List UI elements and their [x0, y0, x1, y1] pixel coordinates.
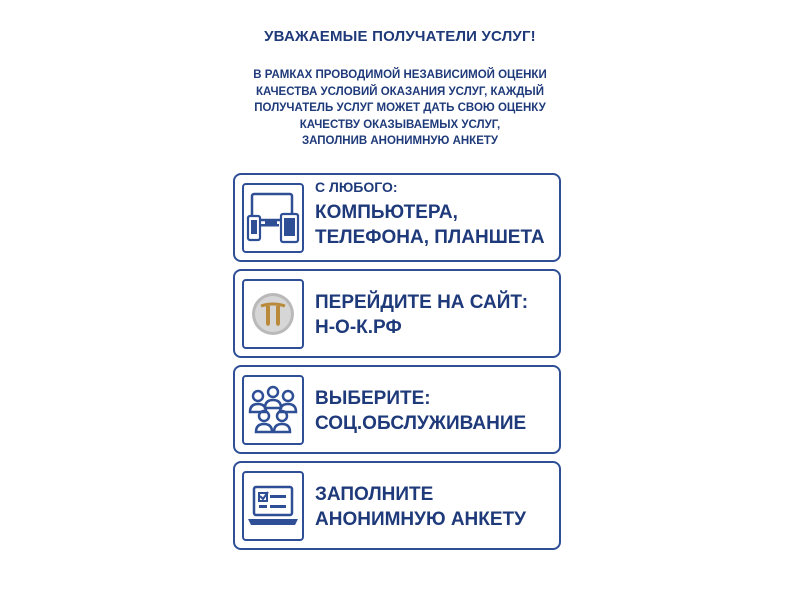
intro-text	[200, 67, 600, 150]
step-prefix: С ЛЮБОГО:	[315, 179, 398, 195]
devices-icon	[245, 190, 301, 246]
step-card-select	[233, 365, 561, 454]
step-text	[315, 179, 545, 250]
step-text	[315, 290, 528, 340]
step-text	[315, 386, 526, 436]
step-line2: СОЦ.ОБСЛУЖИВАНИЕ	[315, 413, 527, 434]
step-line1: ВЫБЕРИТЕ:	[315, 388, 431, 409]
nok-logo-icon-box	[242, 279, 304, 349]
step-line1: ЗАПОЛНИТЕ	[315, 484, 434, 505]
laptop-form-icon-box	[242, 471, 304, 541]
intro-line: В РАМКАХ ПРОВОДИМОЙ НЕЗАВИСИМОЙ ОЦЕНКИ	[253, 69, 547, 81]
step-card-form	[233, 461, 561, 550]
step-card-site	[233, 269, 561, 358]
page-title: УВАЖАЕМЫЕ ПОЛУЧАТЕЛИ УСЛУГ!	[264, 28, 536, 45]
step-line1: ПЕРЕЙДИТЕ НА САЙТ:	[315, 292, 529, 313]
step-line2: ТЕЛЕФОНА, ПЛАНШЕТА	[315, 227, 545, 248]
step-line2: АНОНИМНУЮ АНКЕТУ	[315, 509, 526, 530]
intro-line: КАЧЕСТВУ ОКАЗЫВАЕМЫХ УСЛУГ,	[299, 118, 501, 131]
people-group-icon	[244, 382, 302, 438]
intro-line: ПОЛУЧАТЕЛЬ УСЛУГ МОЖЕТ ДАТЬ СВОЮ ОЦЕНКУ	[254, 102, 546, 114]
people-group-icon-box	[242, 375, 304, 445]
devices-icon-box	[242, 183, 304, 253]
step-text	[315, 482, 526, 532]
nok-logo-icon	[249, 290, 297, 338]
intro-line: КАЧЕСТВА УСЛОВИЙ ОКАЗАНИЯ УСЛУГ, КАЖДЫЙ	[256, 85, 544, 98]
step-line1: КОМПЬЮТЕРА,	[315, 202, 458, 223]
step-line2: Н-О-К.РФ	[315, 317, 402, 338]
laptop-form-icon	[245, 481, 301, 531]
step-card-devices	[233, 173, 561, 262]
intro-line: ЗАПОЛНИВ АНОНИМНУЮ АНКЕТУ	[301, 135, 499, 147]
